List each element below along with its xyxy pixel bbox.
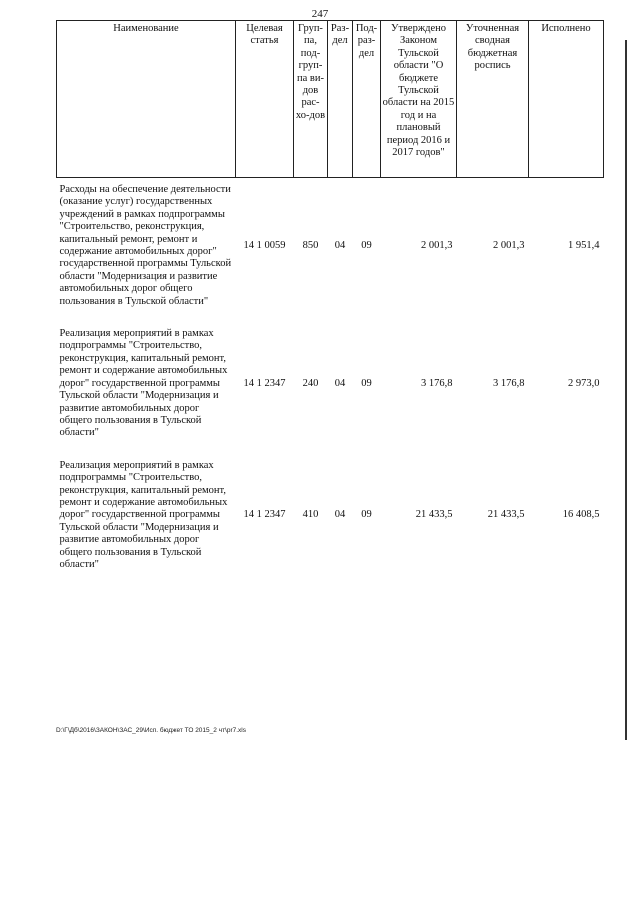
header-name: Наименование: [57, 21, 236, 178]
row-target: 14 1 0059: [243, 239, 286, 251]
header-expense-group: Груп-па, под-груп-па ви-дов рас-хо-дов: [294, 21, 328, 178]
row-refined: 3 176,8: [493, 377, 525, 389]
row-section: 04: [334, 509, 346, 521]
row-approved: 3 176,8: [421, 377, 453, 389]
row-approved: 21 433,5: [415, 509, 453, 521]
header-subsection: Под-раз-дел: [353, 21, 381, 178]
row-group: 240: [302, 377, 319, 389]
row-group: 850: [302, 239, 319, 251]
row-executed: 2 973,0: [568, 377, 600, 389]
row-approved: 2 001,3: [421, 239, 453, 251]
row-spacer: [57, 308, 604, 328]
header-executed: Исполнено: [529, 21, 604, 178]
row-name: Реализация мероприятий в рамках подпрограммы "Строительство, реконструкция, капитальный ремонт, ремонт и содержание автомобильных дорог" государственной программы Тульской области "Модернизация и развитие автомобильных дорог общего пользования в Тульской области": [59, 459, 228, 570]
row-group: 410: [302, 509, 319, 521]
table-row: [57, 460, 604, 572]
table-row: [57, 178, 604, 309]
scan-edge-line: [625, 40, 627, 740]
header-section: Раз-дел: [328, 21, 353, 178]
header-approved: Утверждено Законом Тульской области "О бюджете Тульской области на 2015 год и на плановый период 2016 и 2017 годов": [381, 21, 457, 178]
table-header-row: [57, 21, 604, 178]
row-name: Реализация мероприятий в рамках подпрограммы "Строительство, реконструкция, капитальный ремонт, ремонт и содержание автомобильных дорог" государственной программы Тульской области "Модернизация и развитие автомобильных дорог общего пользования в Тульской области": [59, 328, 228, 439]
table-row: [57, 328, 604, 440]
row-subsection: 09: [361, 377, 372, 389]
budget-table: [56, 20, 604, 571]
row-target: 14 1 2347: [243, 377, 286, 389]
row-refined: 2 001,3: [493, 239, 525, 251]
row-section: 04: [334, 239, 346, 251]
row-section: 04: [334, 377, 346, 389]
header-target-article: Целевая статья: [236, 21, 294, 178]
row-executed: 1 951,4: [568, 239, 600, 251]
row-subsection: 09: [361, 509, 372, 521]
row-target: 14 1 2347: [243, 509, 286, 521]
row-subsection: 09: [361, 239, 372, 251]
header-refined: Уточненная сводная бюджетная роспись: [457, 21, 529, 178]
row-executed: 16 408,5: [562, 509, 600, 521]
file-path-footer: D:\Г\Дб\2016\ЗАКОН\ЗАС_29\Исп. бюджет ТО 2015_2 чт\pr7.xls: [56, 727, 247, 734]
row-name: Расходы на обеспечение деятельности (оказание услуг) государственных учреждений в рамках подпрограммы "Строительство, реконструкция, капитальный ремонт, ремонт и содержание автомобильных дорог" государственной программы Тульской области "Модернизация и развитие автомобильных дорог общего пользования в Тульской области": [59, 184, 232, 307]
page-number: 247: [311, 8, 329, 20]
row-spacer: [57, 440, 604, 460]
row-refined: 21 433,5: [487, 509, 525, 521]
